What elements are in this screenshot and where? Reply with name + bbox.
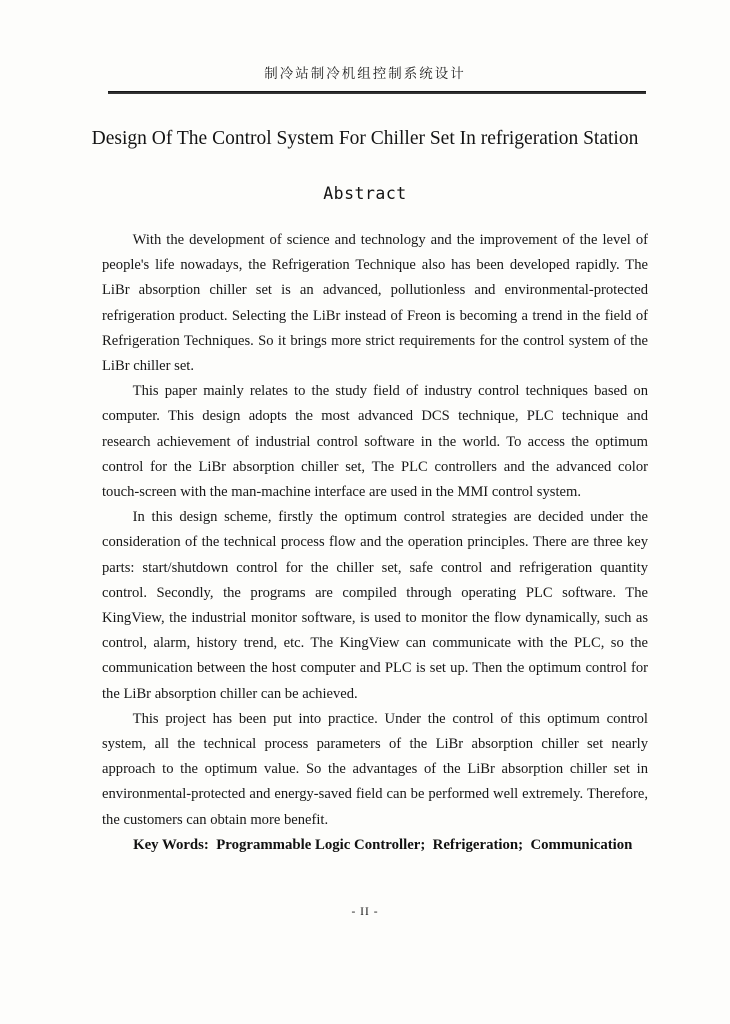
abstract-paragraph-4: This project has been put into practice. Under the control of this optimum control system, all the technical process parameters of the LiBr absorption chiller set nearly approach to the optimum value. So the advantages of the LiBr absorption chiller set in environmental-protected and energy-saved field can be performed well extremely. Therefore, the customers can obtain more benefit.	[102, 710, 648, 828]
abstract-paragraph-2: This paper mainly relates to the study field of industry control techniques based on computer. This design adopts the most advanced DCS technique, PLC technique and research achievement of industrial control software in the world. To access the optimum control for the LiBr absorption chiller set, The PLC controllers and the advanced color touch-screen with the man-machine interface are used in the MMI control system.	[102, 383, 648, 501]
abstract-body	[102, 228, 648, 858]
page-number: - II -	[351, 906, 379, 918]
document-title: Design Of The Control System For Chiller Set In refrigeration Station	[91, 128, 639, 149]
abstract-paragraph-3: In this design scheme, firstly the optimum control strategies are decided under the consideration of the technical process flow and the operation principles. There are three key parts: start/shutdown control for the chiller set, safe control and refrigeration quantity control. Secondly, the programs are compiled through operating PLC software. The KingView, the industrial monitor software, is used to monitor the flow dynamically, such as control, alarm, history trend, etc. The KingView can communicate with the PLC, so the communication between the host computer and PLC is set up. Then the optimum control for the LiBr absorption chiller can be achieved.	[102, 509, 648, 702]
abstract-paragraph-1: With the development of science and technology and the improvement of the level of people's life nowadays, the Refrigeration Technique also has been developed rapidly. The LiBr absorption chiller set is an advanced, pollutionless and environmental-protected refrigeration product. Selecting the LiBr instead of Freon is becoming a trend in the field of Refrigeration Techniques. So it brings more strict requirements for the control system of the LiBr chiller set.	[102, 232, 648, 375]
page-header	[0, 62, 730, 94]
keywords-line: Key Words: Programmable Logic Controller; Refrigeration; Communication	[133, 836, 633, 853]
running-title: 制冷站制冷机组控制系统设计	[264, 66, 466, 82]
header-rule	[108, 91, 646, 94]
abstract-heading: Abstract	[323, 184, 407, 203]
